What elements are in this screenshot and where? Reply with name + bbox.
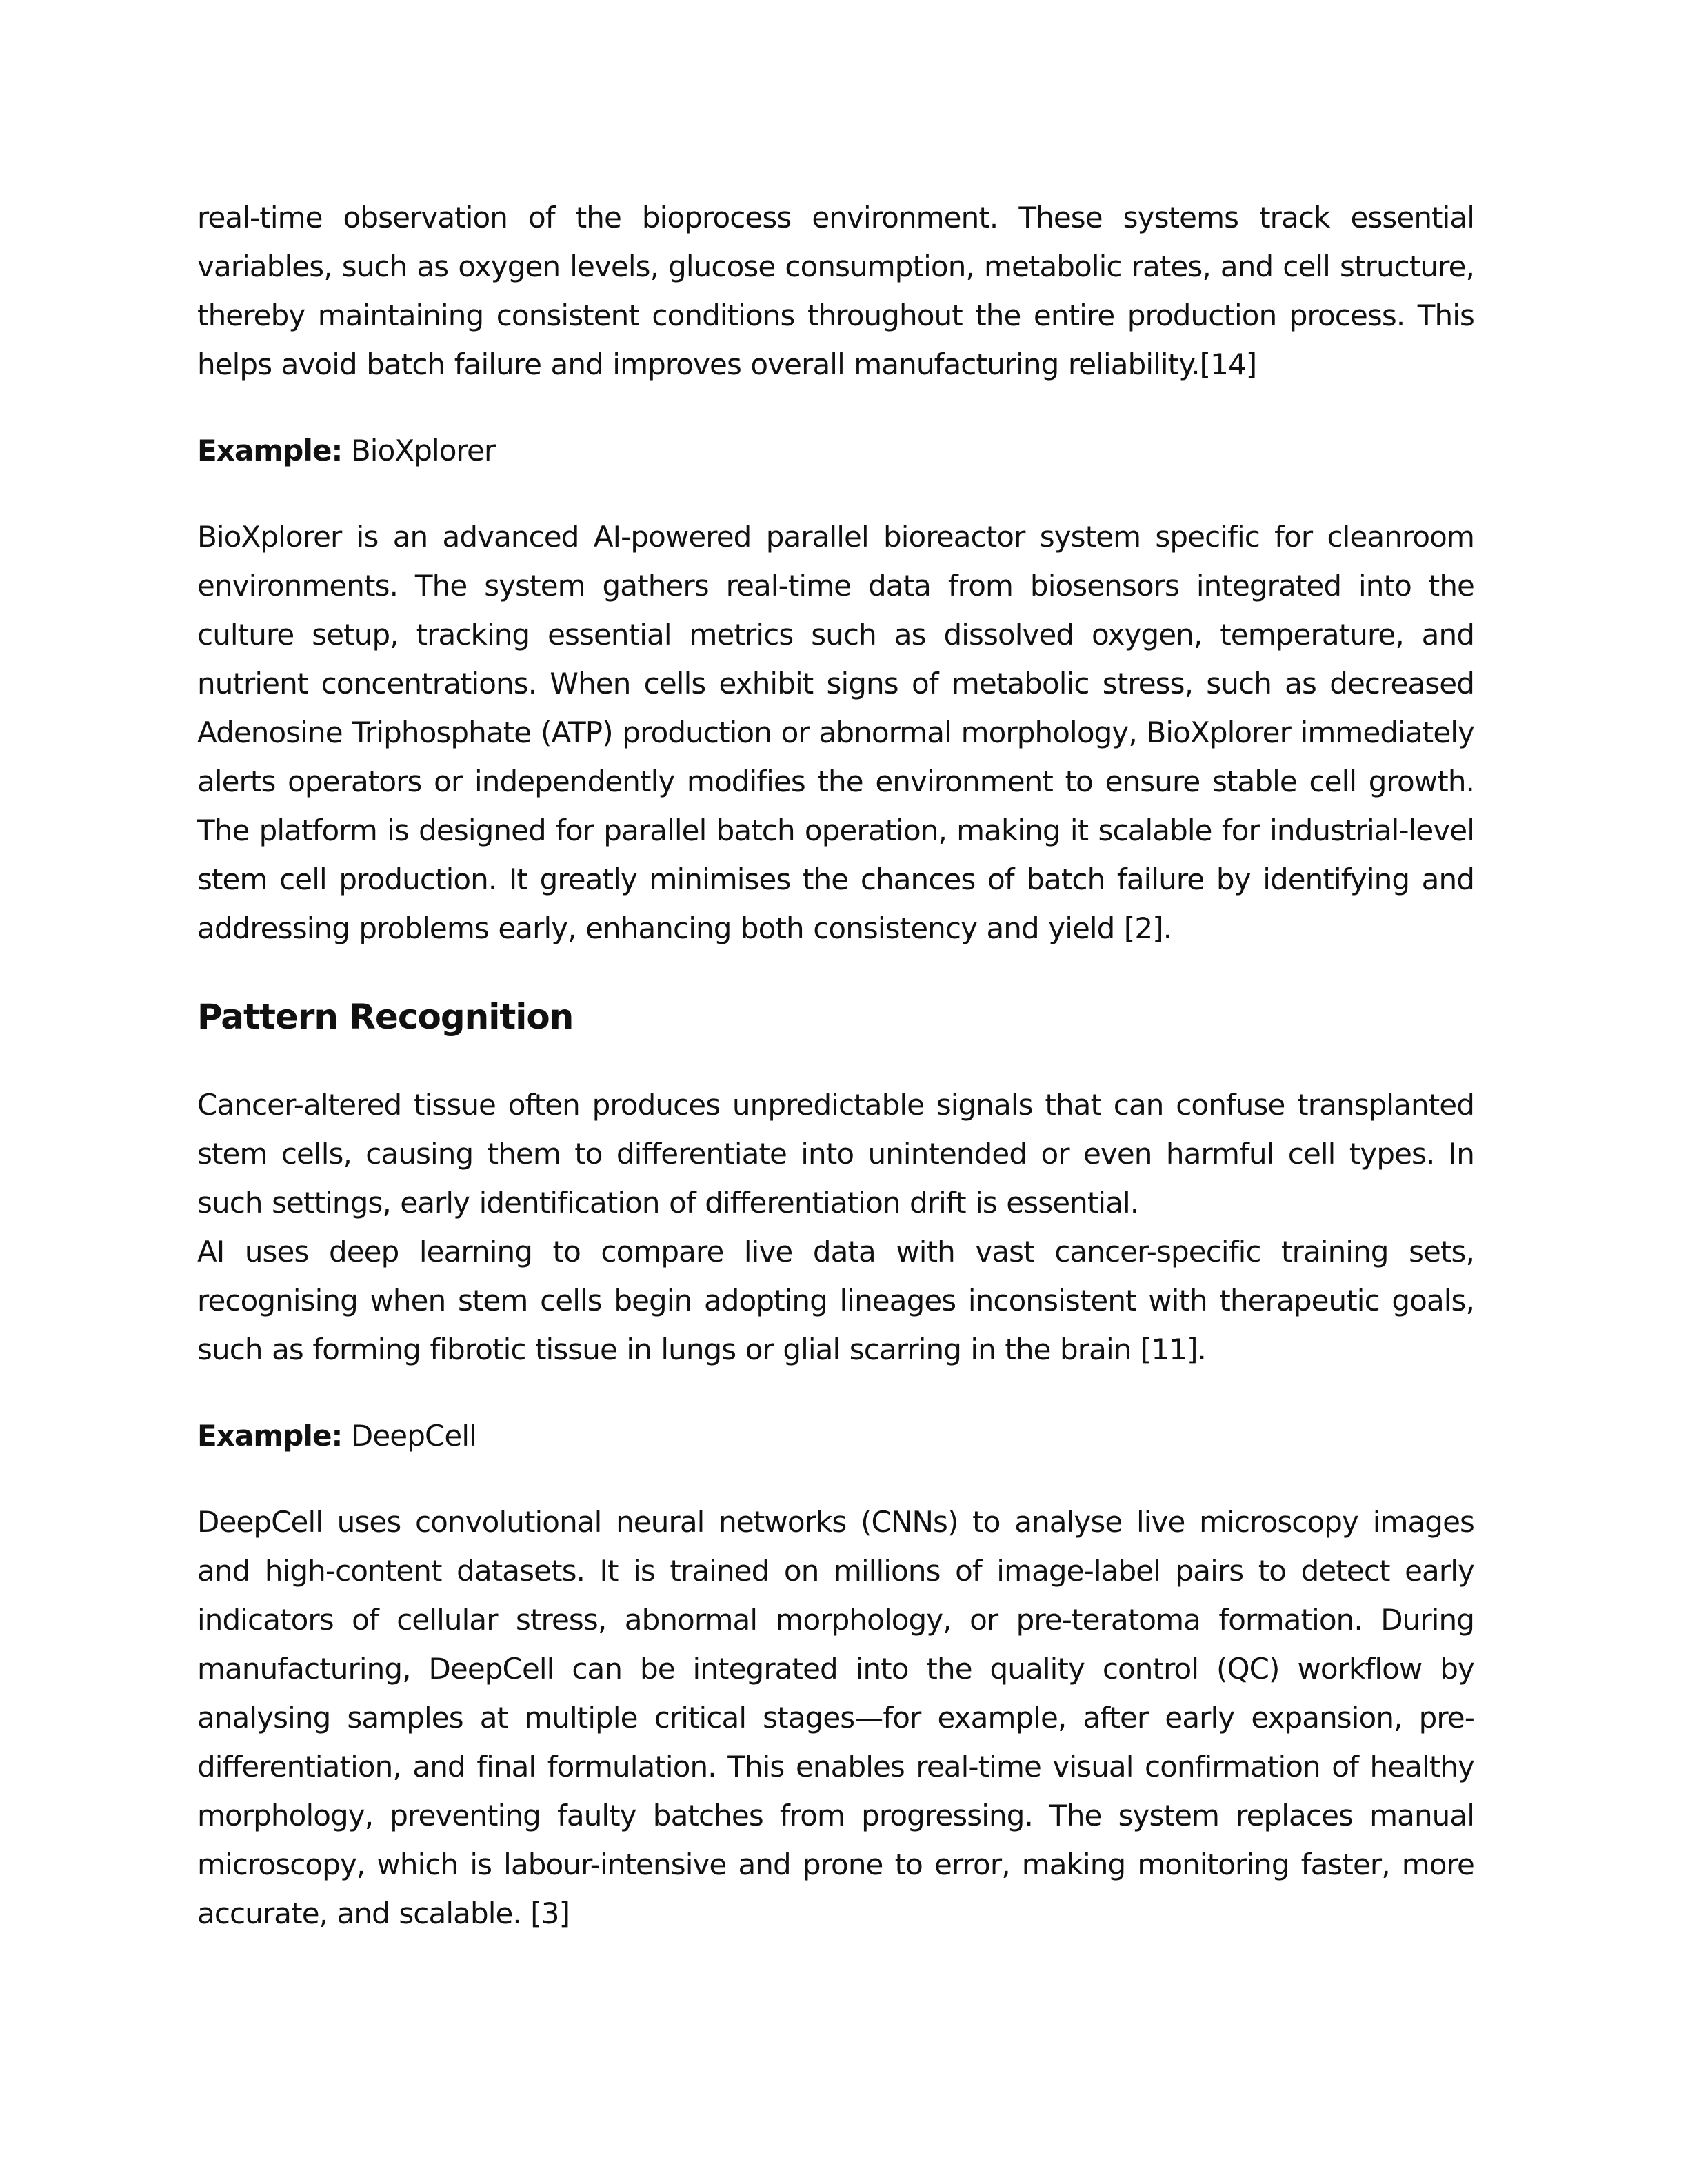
- paragraph-cancer-tissue: Cancer-altered tissue often produces unpredictable signals that can confuse transplanted stem cells, causing them to differentiate into unintended or even harmful cell types. In such settings, early identification of differentiation drift is essential.: [197, 1088, 1474, 1220]
- paragraph-ai-deep-learning: AI uses deep learning to compare live data with vast cancer-specific training sets, recognising when stem cells begin adopting lineages inconsistent with therapeutic goals, such as forming fibrotic tissue in lungs or glial scarring in the brain [11].: [197, 1235, 1474, 1366]
- example-label: Example:: [197, 1419, 343, 1453]
- example-deepcell: [197, 1411, 1474, 1460]
- example-name: DeepCell: [350, 1419, 476, 1453]
- document-page: [197, 193, 1474, 1938]
- paragraph-bioprocess-monitoring: real-time observation of the bioprocess environment. These systems track essential variables, such as oxygen levels, glucose consumption, metabolic rates, and cell structure, thereby maintaining consistent conditions throughout the entire production process. This helps avoid batch failure and improves overall manufacturing reliability.[14]: [197, 201, 1474, 381]
- example-bioxplorer: [197, 426, 1474, 475]
- example-label: Example:: [197, 434, 343, 467]
- paragraph-deepcell: DeepCell uses convolutional neural networks (CNNs) to analyse live microscopy images and high-content datasets. It is trained on millions of image-label pairs to detect early indicators of cellular stress, abnormal morphology, or pre-teratoma formation. During manufacturing, DeepCell can be integrated into the quality control (QC) workflow by analysing samples at multiple critical stages—for example, after early expansion, pre-differentiation, and final formulation. This enables real-time visual confirmation of healthy morphology, preventing faulty batches from progressing. The system replaces manual microscopy, which is labour-intensive and prone to error, making monitoring faster, more accurate, and scalable. [3]: [197, 1505, 1474, 1930]
- paragraph-bioxplorer: BioXplorer is an advanced AI-powered parallel bioreactor system specific for cleanroom environments. The system gathers real-time data from biosensors integrated into the culture setup, tracking essential metrics such as dissolved oxygen, temperature, and nutrient concentrations. When cells exhibit signs of metabolic stress, such as decreased Adenosine Triphosphate (ATP) production or abnormal morphology, BioXplorer immediately alerts operators or independently modifies the environment to ensure stable cell growth. The platform is designed for parallel batch operation, making it scalable for industrial-level stem cell production. It greatly minimises the chances of batch failure by identifying and addressing problems early, enhancing both consistency and yield [2].: [197, 520, 1474, 945]
- example-name: BioXplorer: [350, 434, 496, 467]
- section-heading-pattern-recognition: Pattern Recognition: [197, 997, 574, 1037]
